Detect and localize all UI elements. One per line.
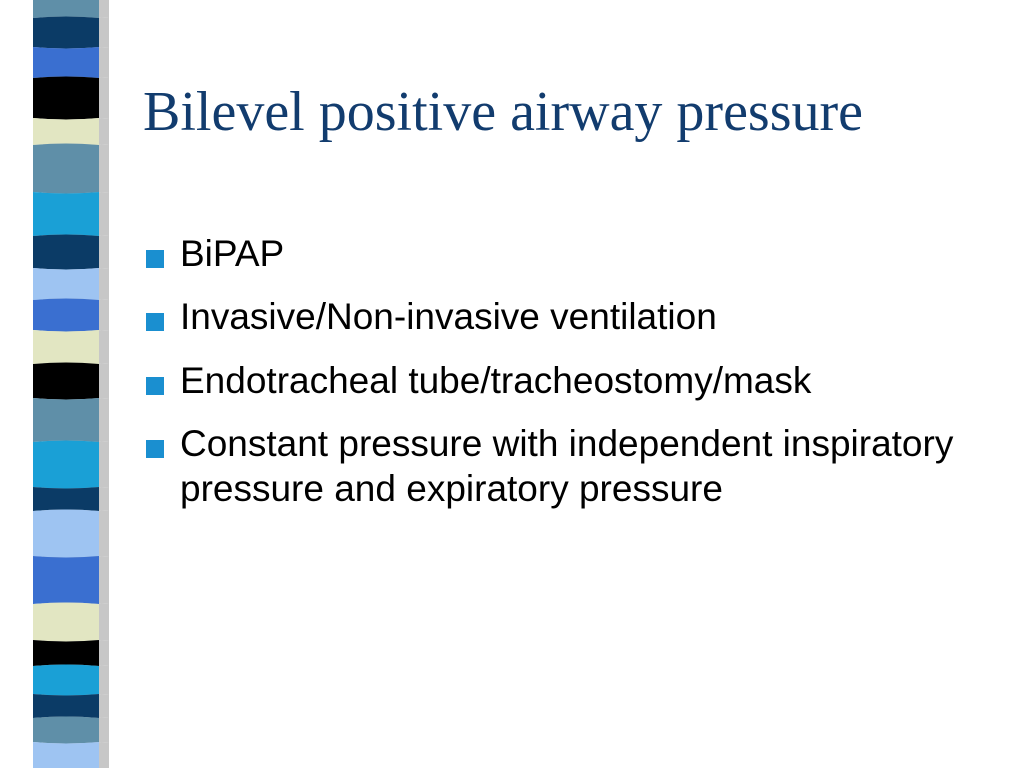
- stripe-band: [33, 0, 99, 18]
- stripe-band: [33, 17, 99, 49]
- stripe-band: [33, 487, 99, 511]
- square-bullet-icon: [146, 313, 164, 331]
- stripe-band: [33, 742, 99, 768]
- bullet-text: BiPAP: [180, 233, 285, 274]
- slide-title: Bilevel positive airway pressure: [143, 81, 864, 143]
- square-bullet-icon: [146, 377, 164, 395]
- stripe-band: [33, 235, 99, 270]
- bullet-text: Constant pressure with independent inspiratory pressure and expiratory pressure: [180, 423, 954, 509]
- bullet-text: Endotracheal tube/tracheostomy/mask: [180, 359, 812, 401]
- stripe-band: [33, 603, 99, 642]
- stripe-band: [33, 363, 99, 400]
- stripe-band: [33, 144, 99, 194]
- bullet-list: [146, 232, 996, 530]
- bullet-item: [146, 359, 996, 403]
- stripe-band: [33, 118, 99, 145]
- stripe-band: [33, 640, 99, 666]
- bullet-item: [146, 422, 996, 511]
- stripe-band: [33, 192, 99, 236]
- stripe-band: [33, 299, 99, 332]
- stripe-band: [33, 47, 99, 78]
- stripe-band: [33, 556, 99, 604]
- stripe-band: [33, 268, 99, 300]
- bullet-item: [146, 232, 996, 276]
- bullet-item: [146, 295, 996, 339]
- square-bullet-icon: [146, 440, 164, 458]
- bullet-text: Invasive/Non-invasive ventilation: [180, 296, 717, 338]
- stripe-band: [33, 441, 99, 489]
- stripe-band: [33, 398, 99, 442]
- decorative-stripe: [33, 0, 99, 768]
- stripe-band: [33, 694, 99, 718]
- square-bullet-icon: [146, 250, 164, 268]
- stripe-band: [33, 77, 99, 120]
- stripe-band: [33, 665, 99, 696]
- stripe-graphic: [33, 0, 99, 768]
- stripe-band: [33, 717, 99, 744]
- stripe-band: [33, 510, 99, 558]
- stripe-band: [33, 330, 99, 364]
